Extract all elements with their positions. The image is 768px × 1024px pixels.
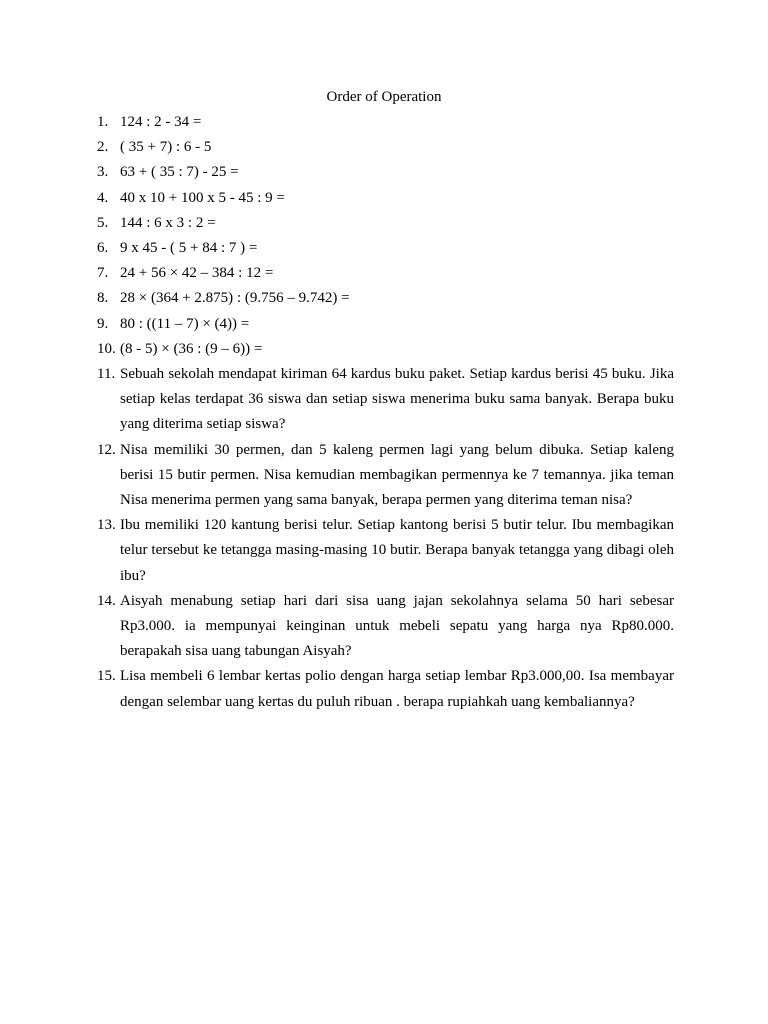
question-text: 40 x 10 + 100 x 5 - 45 : 9 = xyxy=(120,189,285,206)
question-text: Aisyah menabung setiap hari dari sisa uang jajan sekolahnya selama 50 hari sebesar Rp3.000. ia mempunyai keinginan untuk mebeli sepatu yang harga nya Rp80.000. berapakah sisa uang tabungan Aisyah? xyxy=(120,592,674,660)
question-item xyxy=(97,286,674,311)
question-item xyxy=(97,664,674,714)
question-number: 3. xyxy=(97,164,109,181)
question-item xyxy=(97,513,674,589)
question-text: Nisa memiliki 30 permen, dan 5 kaleng permen lagi yang belum dibuka. Setiap kaleng berisi 15 butir permen. Nisa kemudian membagikan permennya ke 7 temannya. jika teman Nisa menerima permen yang sama banyak, berapa permen yang diterima teman nisa? xyxy=(120,441,674,509)
question-text: 24 + 56 × 42 – 384 : 12 = xyxy=(120,265,274,282)
question-text: 124 : 2 - 34 = xyxy=(120,114,202,130)
question-number: 12. xyxy=(97,441,116,458)
question-text: 28 × (364 + 2.875) : (9.756 – 9.742) = xyxy=(120,290,350,307)
question-number: 13. xyxy=(97,517,116,534)
question-item xyxy=(97,589,674,665)
question-list xyxy=(97,110,674,715)
question-item xyxy=(97,186,674,211)
question-number: 7. xyxy=(97,265,109,282)
question-number: 5. xyxy=(97,214,109,231)
question-item xyxy=(97,135,674,160)
question-item xyxy=(97,312,674,337)
question-number: 14. xyxy=(97,592,116,609)
question-item xyxy=(97,211,674,236)
question-number: 4. xyxy=(97,189,109,206)
question-text: 63 + ( 35 : 7) - 25 = xyxy=(120,164,239,181)
question-number: 1. xyxy=(97,114,109,130)
question-text: Lisa membeli 6 lembar kertas polio dengan harga setiap lembar Rp3.000,00. Isa membayar dengan selembar uang kertas du puluh ribuan . berapa rupiahkah uang kembaliannya? xyxy=(120,668,674,710)
question-item xyxy=(97,160,674,185)
question-text: 9 x 45 - ( 5 + 84 : 7 ) = xyxy=(120,240,258,257)
question-number: 9. xyxy=(97,315,109,332)
question-text: ( 35 + 7) : 6 - 5 xyxy=(120,139,212,156)
question-number: 6. xyxy=(97,240,109,257)
question-item xyxy=(97,236,674,261)
question-text: (8 - 5) × (36 : (9 – 6)) = xyxy=(120,340,263,357)
question-text: 80 : ((11 – 7) × (4)) = xyxy=(120,315,250,332)
question-item xyxy=(97,110,674,135)
question-number: 8. xyxy=(97,290,109,307)
question-number: 10. xyxy=(97,340,116,357)
question-item xyxy=(97,438,674,514)
question-number: 11. xyxy=(97,366,116,383)
question-item xyxy=(97,337,674,362)
question-number: 2. xyxy=(97,139,109,156)
question-item xyxy=(97,261,674,286)
document-title: Order of Operation xyxy=(326,89,442,105)
question-text: Sebuah sekolah mendapat kiriman 64 kardus buku paket. Setiap kardus berisi 45 buku. Jika setiap kelas terdapat 36 siswa dan setiap siswa menerima buku sama banyak. Berapa buku yang diterima setiap siswa? xyxy=(120,366,674,433)
question-item xyxy=(97,362,674,438)
question-text: 144 : 6 x 3 : 2 = xyxy=(120,214,216,231)
question-number: 15. xyxy=(97,668,116,685)
question-text: Ibu memiliki 120 kantung berisi telur. Setiap kantong berisi 5 butir telur. Ibu membagikan telur tersebut ke tetangga masing-masing 10 butir. Berapa banyak tetangga yang dibagi oleh ibu? xyxy=(120,517,674,584)
